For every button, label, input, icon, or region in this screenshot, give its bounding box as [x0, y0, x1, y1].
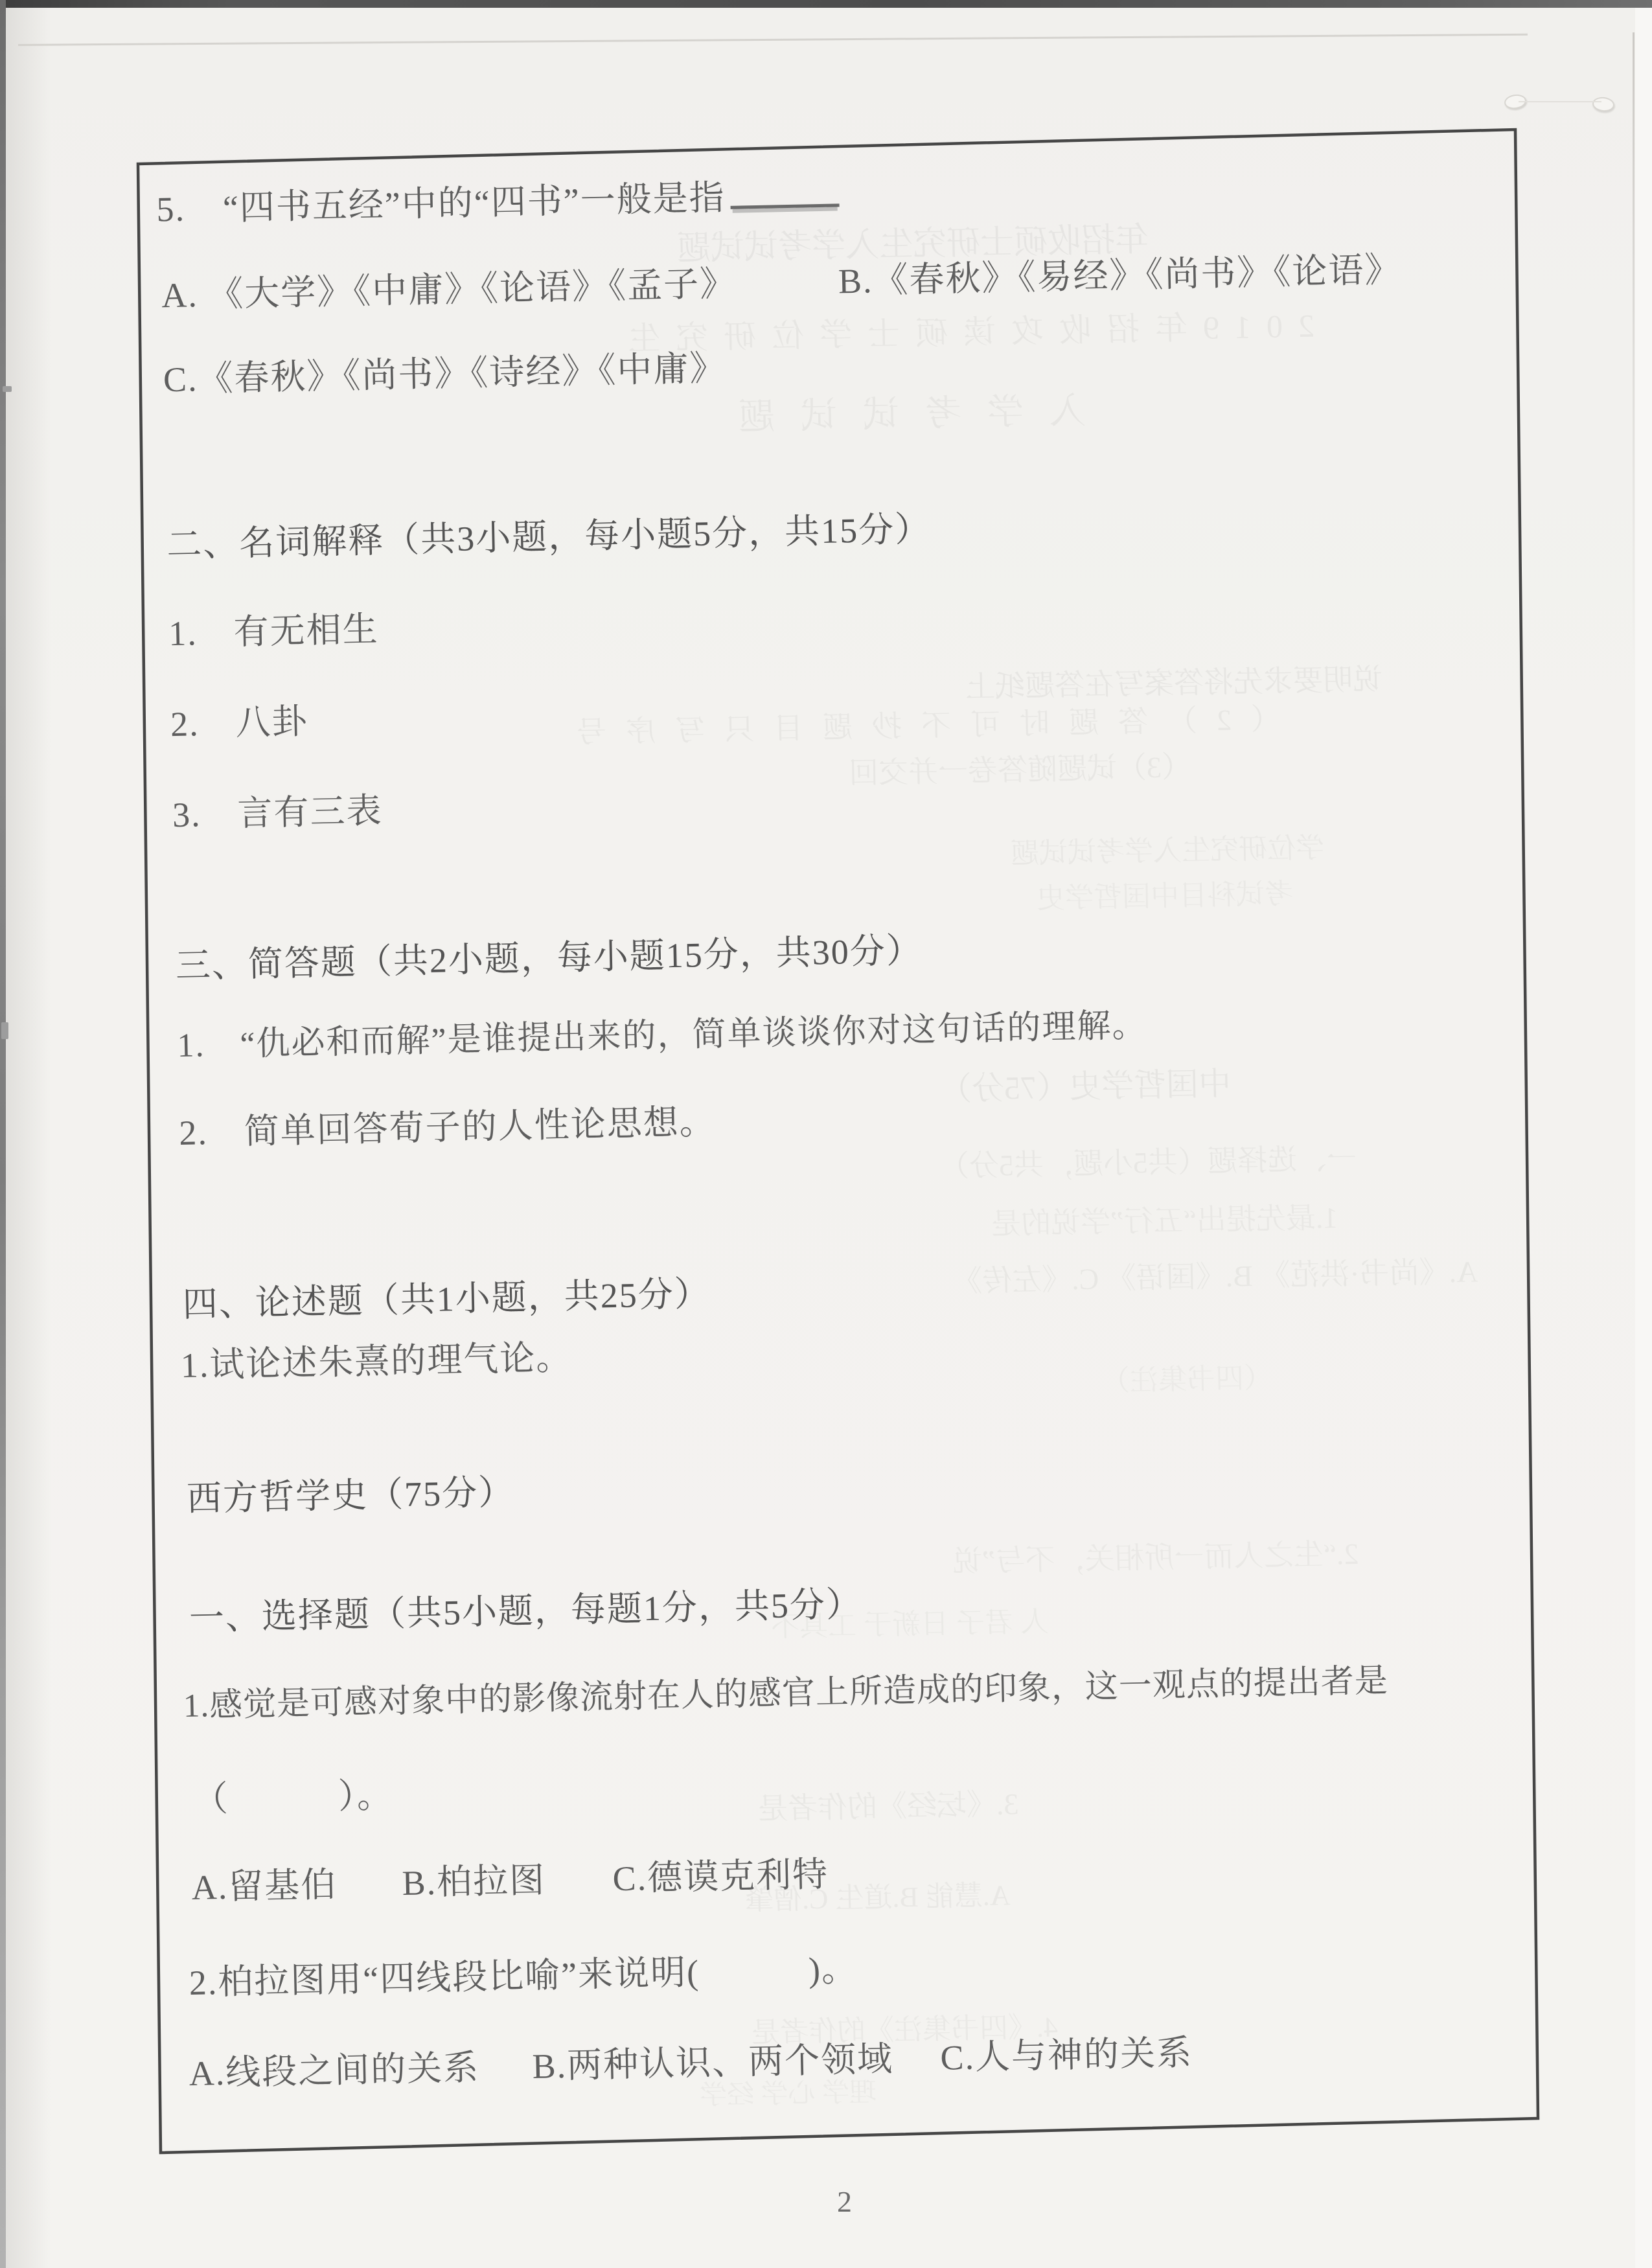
bleedthrough-line: 考试科目中国哲学史: [1036, 878, 1294, 915]
western-q1-option-c: C.德谟克利特: [612, 1855, 829, 1899]
bleedthrough-line: 4.《四书集注》的作者是: [751, 2011, 1059, 2049]
bleedthrough-line: 理学 心学 经学: [699, 2078, 877, 2111]
western-mc-heading: 一、选择题（共5小题，每题1分，共5分）: [189, 1585, 863, 1638]
western-q2-option-c: C.人与神的关系: [939, 2033, 1193, 2078]
term-item-1: 1. 有无相生: [168, 610, 380, 654]
bleedthrough-line: 一、选择题（共5小题，共5分）: [939, 1141, 1357, 1184]
term-item-3: 3. 言有三表: [172, 791, 384, 835]
bleedthrough-line: 入学考试试题: [712, 391, 1086, 439]
western-question-2-options: [189, 2028, 1524, 2091]
western-philosophy-title: 西方哲学史（75分）: [186, 1472, 515, 1518]
question-5-number: 5.: [155, 189, 186, 229]
bleedthrough-line: 中国哲学史（75分）: [939, 1065, 1232, 1108]
bleedthrough-line: （3）试题随答卷一并交回: [848, 750, 1192, 790]
bleedthrough-line: 说明要求先将答案写在答题纸上: [965, 662, 1383, 704]
western-question-1-options: [191, 1842, 1526, 1905]
bleedthrough-line: （2）答题时可不抄题目只写序号: [556, 702, 1281, 750]
term-item-2: 2. 八卦: [170, 702, 309, 744]
bleedthrough-line: 2019年招收攻读硕士学位研究生: [612, 307, 1315, 358]
section-2-heading: 二、名词解释（共3小题，每小题5分，共15分）: [166, 509, 932, 565]
question-5-line: [156, 178, 840, 227]
western-question-1: 1.感觉是可感对象中的影像流射在人的感官上所造成的印象，这一观点的提出者是: [183, 1663, 1389, 1725]
question-5-option-a: A. 《大学》《中庸》《论语》《孟子》: [161, 264, 737, 315]
bleedthrough-line: 学位研究生入学考试试题: [1010, 832, 1325, 870]
western-question-2: 2.柏拉图用“四线段比喻”来说明( )。: [189, 1949, 858, 2002]
bleedthrough-line: 2.“生之人而一所相关，不与”说: [952, 1537, 1359, 1579]
essay-item-1: 1.试论述朱熹的理气论。: [180, 1338, 573, 1386]
bleedthrough-line: （四书集注）: [1101, 1362, 1273, 1397]
western-question-1-paren: （ ）。: [192, 1776, 394, 1819]
western-q1-option-a: A.留基伯: [191, 1865, 338, 1907]
bleedthrough-line: 1.最先提出“五行”学说的是: [991, 1200, 1338, 1241]
short-answer-2: 2. 简单回答荀子的人性论思想。: [178, 1102, 717, 1152]
question-5-option-b: B.《春秋》《易经》《尚书》《论语》: [838, 250, 1402, 301]
section-3-heading: 三、简答题（共2小题，每小题15分，共30分）: [175, 930, 923, 986]
western-q2-option-b: B.两种认识、两个领域: [532, 2039, 894, 2086]
page-number: 2: [837, 2185, 852, 2218]
western-q2-option-a: A.线段之间的关系: [189, 2048, 480, 2093]
question-5-text: “四书五经”中的“四书”一般是指: [222, 178, 726, 228]
exam-content: [138, 135, 1557, 2152]
question-5-options-ab: [161, 250, 1497, 313]
bleedthrough-line: A.《尚书·洪范》 B.《国语》 C.《左传》: [952, 1255, 1478, 1298]
bleedthrough-line: 年招收硕士研究生入学考试试题: [676, 222, 1149, 268]
bleedthrough-line: A.慧能 B.道生 C.僧肇: [744, 1879, 1011, 1916]
short-answer-1: 1. “仇必和而解”是谁提出来的，简单谈谈你对这句话的理解。: [176, 1007, 1147, 1065]
question-5-option-c: C.《春秋》《尚书》《诗经》《中庸》: [163, 349, 726, 400]
section-4-heading: 四、论述题（共1小题，共25分）: [182, 1274, 711, 1324]
bleedthrough-line: 3.《坛经》的作者是: [757, 1787, 1019, 1826]
blank-underline: [731, 198, 840, 209]
bleedthrough-line: 人 君子 日新于 工具不: [770, 1605, 1050, 1644]
western-q1-option-b: B.柏拉图: [402, 1861, 546, 1903]
